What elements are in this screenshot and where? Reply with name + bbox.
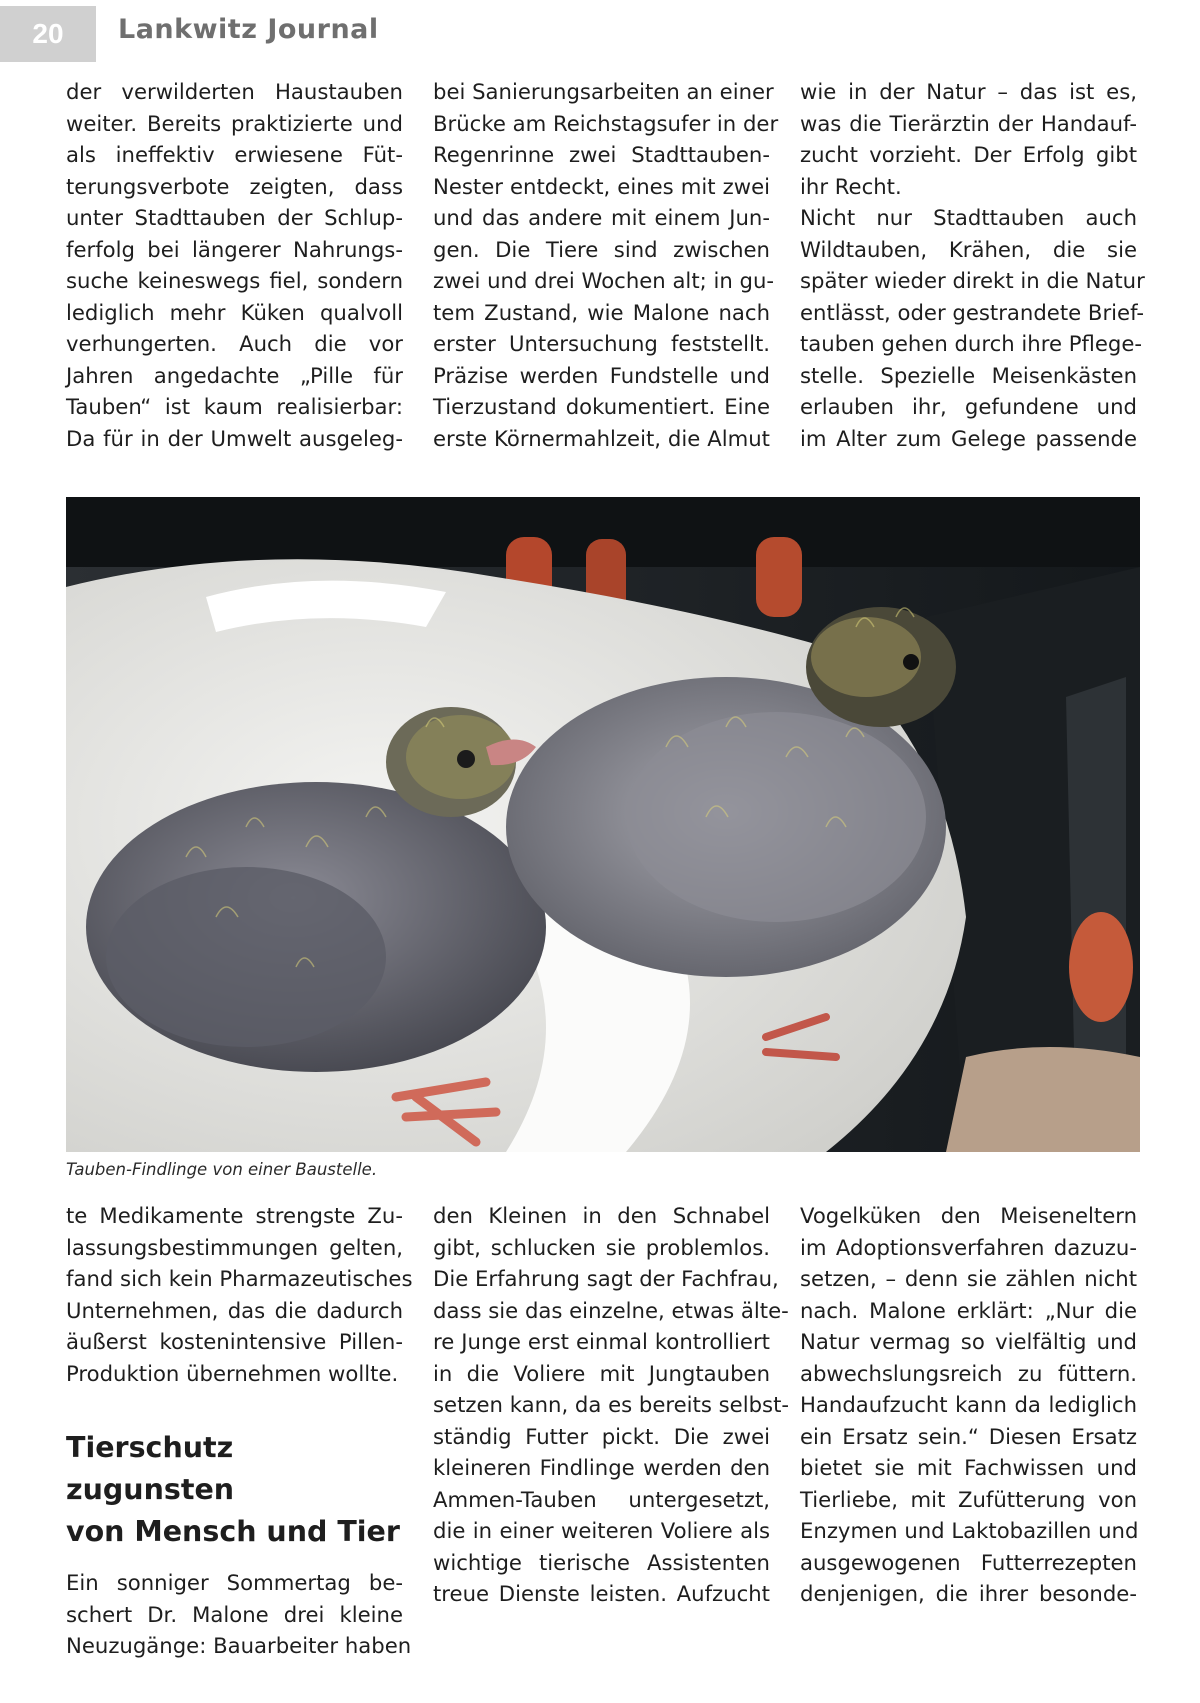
text-line: wichtige tierische Assistenten: [433, 1549, 770, 1575]
text-line: ein Ersatz sein.“ Diesen Ersatz: [800, 1423, 1137, 1449]
page-number: 20: [0, 6, 96, 62]
text-line: Da für in der Umwelt ausgeleg-: [66, 425, 403, 451]
text-line: Neuzugänge: Bauarbeiter haben: [66, 1633, 412, 1658]
text-line: Natur vermag so vielfältig und: [800, 1329, 1137, 1354]
text-line: in die Voliere mit Jungtauben: [433, 1360, 770, 1386]
text-line: Tierzustand dokumentiert. Eine: [433, 394, 770, 419]
journal-title: Lankwitz Journal: [118, 14, 379, 45]
text-line: ständig Futter pickt. Die zwei: [433, 1423, 770, 1449]
text-line: Vogelküken den Meiseneltern: [800, 1203, 1137, 1228]
text-column-2-bottom: [433, 1200, 790, 1610]
text-line: als ineffektiv erwiesene Füt-: [66, 142, 403, 167]
text-line: Produktion übernehmen wollte.: [66, 1360, 399, 1386]
text-line: Ein sonniger Sommertag be-: [66, 1570, 403, 1595]
text-line: te Medikamente strengste Zu-: [66, 1203, 403, 1228]
text-line: Tierliebe, mit Zufütterung von: [800, 1486, 1137, 1512]
text-line: Jahren angedachte „Pille für: [66, 362, 403, 388]
section-heading: [66, 1427, 403, 1553]
text-line: setzen kann, da es bereits selbst-: [433, 1392, 790, 1417]
text-column-3-top: [800, 76, 1145, 454]
text-line: später wieder direkt in die Natur: [800, 268, 1145, 293]
text-line: denjenigen, die ihrer besonde-: [800, 1581, 1137, 1606]
text-line: Tauben“ ist kaum realisierbar:: [66, 394, 403, 419]
text-line: tem Zustand, wie Malone nach: [433, 299, 770, 325]
text-line: Ammen-Tauben untergesetzt,: [433, 1486, 770, 1512]
text-line: setzen, – denn sie zählen nicht: [800, 1266, 1137, 1291]
text-line: bietet sie mit Fachwissen und: [800, 1455, 1137, 1480]
text-line: gen. Die Tiere sind zwischen: [433, 236, 770, 262]
text-line: verhungerten. Auch die vor: [66, 331, 403, 356]
text-line: Enzymen und Laktobazillen und: [800, 1518, 1139, 1543]
text-line: zucht vorzieht. Der Erfolg gibt: [800, 142, 1137, 167]
text-column-1-top: [66, 76, 403, 454]
text-line: dass sie das einzelne, etwas älte-: [433, 1297, 789, 1323]
text-line: erste Körnermahlzeit, die Almut: [433, 425, 770, 451]
text-line: tauben gehen durch ihre Pflege-: [800, 331, 1143, 356]
text-column-2-top: [433, 76, 779, 454]
text-line: den Kleinen in den Schnabel: [433, 1203, 770, 1228]
text-line: im Adoptionsverfahren dazuzu-: [800, 1234, 1137, 1260]
text-line: suche keineswegs fiel, sondern: [66, 268, 403, 293]
text-line: Nester entdeckt, eines mit zwei: [433, 173, 770, 199]
text-line: ausgewogenen Futterrezepten: [800, 1549, 1137, 1575]
text-line: die in einer weiteren Voliere als: [433, 1518, 770, 1543]
text-column-1-bottom: [66, 1200, 413, 1662]
text-line: Unternehmen, das die dadurch: [66, 1297, 403, 1323]
text-line: kleineren Findlinge werden den: [433, 1455, 770, 1480]
text-line: zwei und drei Wochen alt; in gu-: [433, 268, 775, 293]
pigeon-chicks-photo: [66, 497, 1140, 1152]
photo-caption: Tauben-Findlinge von einer Baustelle.: [66, 1160, 378, 1179]
text-line: erlauben ihr, gefundene und: [800, 394, 1137, 419]
text-line: was die Tierärztin der Handauf-: [800, 110, 1137, 136]
text-line: gibt, schlucken sie problemlos.: [433, 1234, 770, 1260]
text-column-3-bottom: [800, 1200, 1137, 1610]
text-line: re Junge erst einmal kontrolliert: [433, 1329, 770, 1354]
section-heading-line: Tierschutz zugunsten: [66, 1431, 235, 1506]
text-line: erster Untersuchung feststellt.: [433, 331, 770, 356]
text-line: lassungsbestimmungen gelten,: [66, 1234, 403, 1260]
text-line: Nicht nur Stadttauben auch: [800, 205, 1137, 230]
text-line: terungsverbote zeigten, dass: [66, 173, 403, 199]
text-line: der verwilderten Haustauben: [66, 79, 403, 104]
text-line: Präzise werden Fundstelle und: [433, 362, 770, 388]
text-line: wie in der Natur – das ist es,: [800, 79, 1137, 104]
text-line: nach. Malone erklärt: „Nur die: [800, 1297, 1137, 1323]
text-line: lediglich mehr Küken qualvoll: [66, 299, 403, 325]
text-line: abwechslungsreich zu füttern.: [800, 1360, 1137, 1386]
text-line: unter Stadttauben der Schlup-: [66, 205, 403, 230]
text-line: Wildtauben, Krähen, die sie: [800, 236, 1137, 262]
text-line: im Alter zum Gelege passende: [800, 425, 1137, 451]
text-line: weiter. Bereits praktizierte und: [66, 110, 403, 136]
text-line: treue Dienste leisten. Aufzucht: [433, 1581, 770, 1606]
text-line: schert Dr. Malone drei kleine: [66, 1601, 403, 1627]
text-line: entlässt, oder gestrandete Brief-: [800, 299, 1145, 325]
text-line: fand sich kein Pharmazeutisches: [66, 1266, 413, 1291]
text-line: stelle. Spezielle Meisenkästen: [800, 362, 1137, 388]
text-line: Regenrinne zwei Stadttauben-: [433, 142, 770, 167]
text-line: Brücke am Reichstagsufer in der: [433, 110, 779, 136]
text-line: ihr Recht.: [800, 173, 902, 199]
text-line: und das andere mit einem Jun-: [433, 205, 770, 230]
text-line: Handaufzucht kann da lediglich: [800, 1392, 1137, 1417]
text-line: ferfolg bei längerer Nahrungs-: [66, 236, 403, 262]
text-line: bei Sanierungsarbeiten an einer: [433, 79, 774, 104]
section-heading-line: von Mensch und Tier: [66, 1515, 400, 1548]
text-line: Die Erfahrung sagt der Fachfrau,: [433, 1266, 779, 1291]
text-line: äußerst kostenintensive Pillen-: [66, 1329, 403, 1354]
